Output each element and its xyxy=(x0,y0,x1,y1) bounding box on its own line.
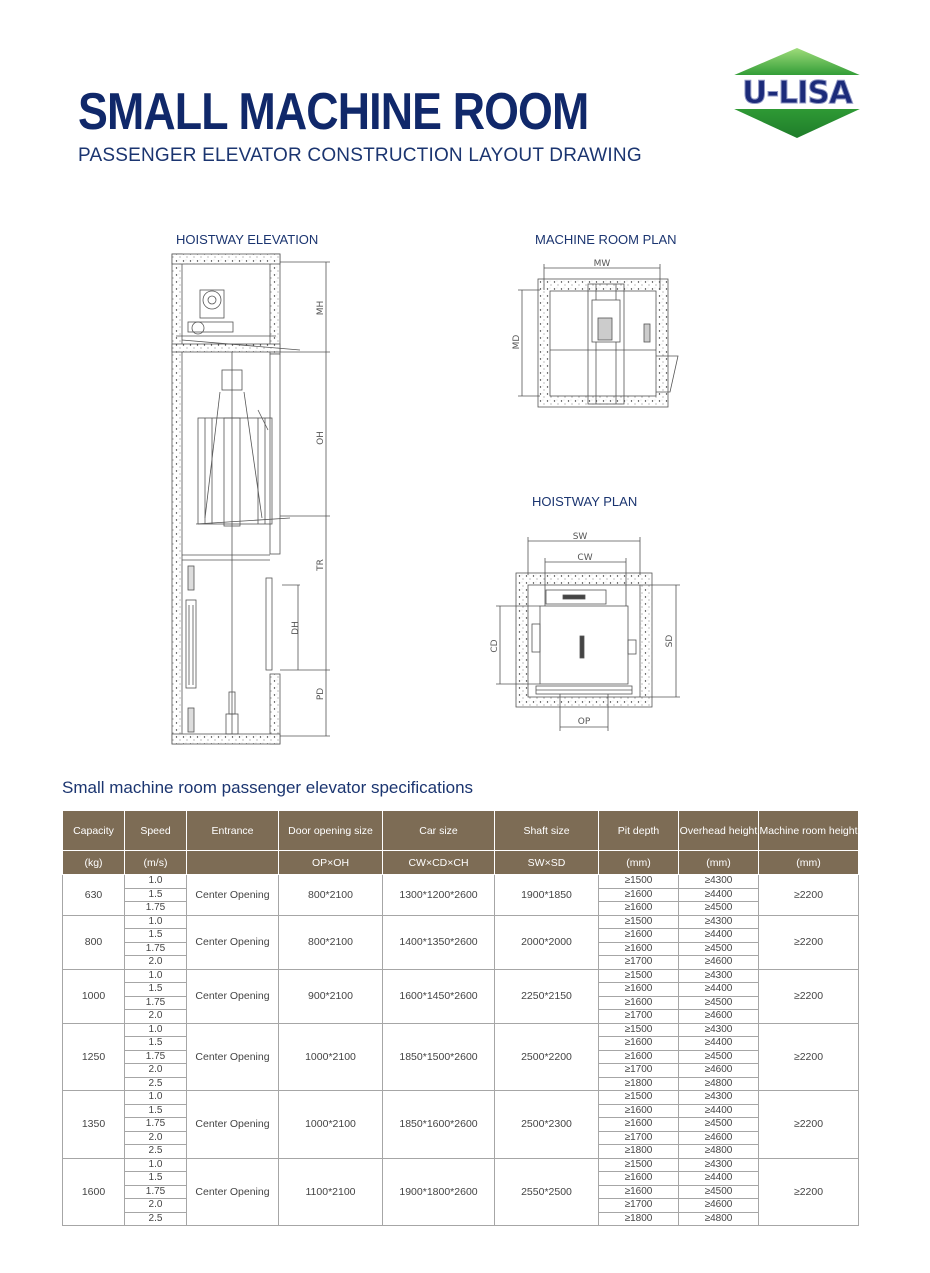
u-lisa-logo xyxy=(726,46,868,140)
machine-room-height-cell: ≥2200 xyxy=(759,1023,859,1091)
hoistway-plan-drawing xyxy=(485,526,685,736)
speed-cell: 2.0 xyxy=(125,956,187,970)
mw-label: MW xyxy=(593,259,611,269)
speed-cell: 1.0 xyxy=(125,969,187,983)
unit-machine-room-height: (mm) xyxy=(759,851,859,875)
car-size-cell: 1600*1450*2600 xyxy=(383,969,495,1023)
overhead-height-cell: ≥4500 xyxy=(679,1118,759,1132)
entrance-cell: Center Opening xyxy=(187,1091,279,1159)
tr-label: TR xyxy=(316,559,326,571)
pit-depth-cell: ≥1700 xyxy=(599,1199,679,1213)
pit-depth-cell: ≥1600 xyxy=(599,929,679,943)
table-row xyxy=(63,875,859,889)
pit-depth-cell: ≥1600 xyxy=(599,983,679,997)
table-row xyxy=(63,969,859,983)
speed-cell: 1.0 xyxy=(125,915,187,929)
door-size-cell: 1100*2100 xyxy=(279,1158,383,1226)
speed-cell: 1.5 xyxy=(125,888,187,902)
pit-depth-cell: ≥1800 xyxy=(599,1145,679,1159)
pit-depth-cell: ≥1600 xyxy=(599,1172,679,1186)
car-size-cell: 1850*1600*2600 xyxy=(383,1091,495,1159)
overhead-height-cell: ≥4500 xyxy=(679,1185,759,1199)
speed-cell: 1.0 xyxy=(125,1091,187,1105)
overhead-height-cell: ≥4600 xyxy=(679,1064,759,1078)
oh-label: OH xyxy=(316,431,326,445)
op-label: OP xyxy=(577,717,591,727)
speed-cell: 2.5 xyxy=(125,1077,187,1091)
header-door-opening: Door opening size xyxy=(279,811,383,851)
pit-depth-cell: ≥1600 xyxy=(599,1118,679,1132)
speed-cell: 1.0 xyxy=(125,1023,187,1037)
table-row xyxy=(63,1023,859,1037)
entrance-cell: Center Opening xyxy=(187,969,279,1023)
cd-label: CD xyxy=(490,639,500,653)
pit-depth-cell: ≥1800 xyxy=(599,1077,679,1091)
overhead-height-cell: ≥4300 xyxy=(679,1023,759,1037)
overhead-height-cell: ≥4600 xyxy=(679,1199,759,1213)
capacity-cell: 630 xyxy=(63,875,125,916)
overhead-height-cell: ≥4800 xyxy=(679,1145,759,1159)
hoistway-plan-title: HOISTWAY PLAN xyxy=(532,494,638,509)
entrance-cell: Center Opening xyxy=(187,1158,279,1226)
speed-cell: 2.0 xyxy=(125,1064,187,1078)
speed-cell: 1.75 xyxy=(125,942,187,956)
capacity-cell: 1000 xyxy=(63,969,125,1023)
table-row xyxy=(63,1158,859,1172)
page-subtitle: PASSENGER ELEVATOR CONSTRUCTION LAYOUT DRAWING xyxy=(78,145,642,166)
overhead-height-cell: ≥4300 xyxy=(679,1158,759,1172)
unit-entrance xyxy=(187,851,279,875)
shaft-size-cell: 2550*2500 xyxy=(495,1158,599,1226)
header-overhead-height: Overhead height xyxy=(679,811,759,851)
overhead-height-cell: ≥4600 xyxy=(679,1131,759,1145)
door-size-cell: 800*2100 xyxy=(279,915,383,969)
spec-table xyxy=(62,810,859,1226)
hoistway-elevation-drawing xyxy=(150,248,350,750)
speed-cell: 1.0 xyxy=(125,875,187,889)
pit-depth-cell: ≥1500 xyxy=(599,875,679,889)
pit-depth-cell: ≥1500 xyxy=(599,1023,679,1037)
overhead-height-cell: ≥4400 xyxy=(679,929,759,943)
table-row xyxy=(63,915,859,929)
overhead-height-cell: ≥4500 xyxy=(679,1050,759,1064)
overhead-height-cell: ≥4300 xyxy=(679,969,759,983)
logo-wordmark: U-LISA xyxy=(742,75,852,111)
overhead-height-cell: ≥4400 xyxy=(679,983,759,997)
entrance-cell: Center Opening xyxy=(187,915,279,969)
shaft-size-cell: 1900*1850 xyxy=(495,875,599,916)
capacity-cell: 800 xyxy=(63,915,125,969)
overhead-height-cell: ≥4500 xyxy=(679,902,759,916)
header-shaft-size: Shaft size xyxy=(495,811,599,851)
entrance-cell: Center Opening xyxy=(187,1023,279,1091)
shaft-size-cell: 2500*2200 xyxy=(495,1023,599,1091)
pit-depth-cell: ≥1600 xyxy=(599,902,679,916)
machine-room-title: MACHINE ROOM PLAN xyxy=(535,232,677,247)
pit-depth-cell: ≥1600 xyxy=(599,1037,679,1051)
speed-cell: 1.75 xyxy=(125,1185,187,1199)
overhead-height-cell: ≥4400 xyxy=(679,1172,759,1186)
overhead-height-cell: ≥4600 xyxy=(679,1010,759,1024)
header-entrance: Entrance xyxy=(187,811,279,851)
overhead-height-cell: ≥4400 xyxy=(679,888,759,902)
overhead-height-cell: ≥4400 xyxy=(679,1104,759,1118)
overhead-height-cell: ≥4300 xyxy=(679,875,759,889)
machine-room-plan-drawing xyxy=(505,252,685,412)
pit-depth-cell: ≥1700 xyxy=(599,956,679,970)
unit-door-opening: OP×OH xyxy=(279,851,383,875)
pit-depth-cell: ≥1600 xyxy=(599,1050,679,1064)
md-label: MD xyxy=(512,334,522,350)
speed-cell: 1.75 xyxy=(125,902,187,916)
pit-depth-cell: ≥1600 xyxy=(599,996,679,1010)
unit-capacity: (kg) xyxy=(63,851,125,875)
spec-table-body xyxy=(63,875,859,1226)
speed-cell: 1.5 xyxy=(125,929,187,943)
overhead-height-cell: ≥4800 xyxy=(679,1212,759,1226)
door-size-cell: 800*2100 xyxy=(279,875,383,916)
unit-shaft-size: SW×SD xyxy=(495,851,599,875)
speed-cell: 2.0 xyxy=(125,1131,187,1145)
pit-depth-cell: ≥1700 xyxy=(599,1064,679,1078)
sd-label: SD xyxy=(665,634,675,648)
unit-car-size: CW×CD×CH xyxy=(383,851,495,875)
overhead-height-cell: ≥4400 xyxy=(679,1037,759,1051)
header-machine-room-height: Machine room height xyxy=(759,811,859,851)
spec-table-title: Small machine room passenger elevator specifications xyxy=(62,778,474,797)
pit-depth-cell: ≥1600 xyxy=(599,888,679,902)
car-size-cell: 1400*1350*2600 xyxy=(383,915,495,969)
pit-depth-cell: ≥1800 xyxy=(599,1212,679,1226)
speed-cell: 1.75 xyxy=(125,996,187,1010)
unit-speed: (m/s) xyxy=(125,851,187,875)
table-row xyxy=(63,1091,859,1105)
header-car-size: Car size xyxy=(383,811,495,851)
speed-cell: 1.5 xyxy=(125,1172,187,1186)
unit-overhead-height: (mm) xyxy=(679,851,759,875)
shaft-size-cell: 2250*2150 xyxy=(495,969,599,1023)
dh-label: DH xyxy=(291,621,301,635)
pit-depth-cell: ≥1500 xyxy=(599,1091,679,1105)
machine-room-height-cell: ≥2200 xyxy=(759,915,859,969)
overhead-height-cell: ≥4300 xyxy=(679,1091,759,1105)
speed-cell: 2.0 xyxy=(125,1010,187,1024)
capacity-cell: 1250 xyxy=(63,1023,125,1091)
cw-label: CW xyxy=(577,553,593,563)
mh-label: MH xyxy=(316,300,326,316)
speed-cell: 1.5 xyxy=(125,1037,187,1051)
speed-cell: 1.75 xyxy=(125,1118,187,1132)
capacity-cell: 1600 xyxy=(63,1158,125,1226)
pit-depth-cell: ≥1500 xyxy=(599,1158,679,1172)
overhead-height-cell: ≥4600 xyxy=(679,956,759,970)
overhead-height-cell: ≥4500 xyxy=(679,942,759,956)
machine-room-height-cell: ≥2200 xyxy=(759,1158,859,1226)
pit-depth-cell: ≥1600 xyxy=(599,1104,679,1118)
pit-depth-cell: ≥1600 xyxy=(599,942,679,956)
capacity-cell: 1350 xyxy=(63,1091,125,1159)
car-size-cell: 1850*1500*2600 xyxy=(383,1023,495,1091)
machine-room-height-cell: ≥2200 xyxy=(759,875,859,916)
entrance-cell: Center Opening xyxy=(187,875,279,916)
header-capacity: Capacity xyxy=(63,811,125,851)
car-size-cell: 1300*1200*2600 xyxy=(383,875,495,916)
shaft-size-cell: 2000*2000 xyxy=(495,915,599,969)
pd-label: PD xyxy=(316,687,326,701)
pit-depth-cell: ≥1700 xyxy=(599,1010,679,1024)
overhead-height-cell: ≥4800 xyxy=(679,1077,759,1091)
header-pit-depth: Pit depth xyxy=(599,811,679,851)
door-size-cell: 1000*2100 xyxy=(279,1023,383,1091)
speed-cell: 2.0 xyxy=(125,1199,187,1213)
door-size-cell: 1000*2100 xyxy=(279,1091,383,1159)
page-title: SMALL MACHINE ROOM xyxy=(78,83,589,141)
unit-pit-depth: (mm) xyxy=(599,851,679,875)
pit-depth-cell: ≥1500 xyxy=(599,969,679,983)
overhead-height-cell: ≥4500 xyxy=(679,996,759,1010)
speed-cell: 2.5 xyxy=(125,1212,187,1226)
elevation-title: HOISTWAY ELEVATION xyxy=(176,232,319,247)
speed-cell: 1.5 xyxy=(125,983,187,997)
car-size-cell: 1900*1800*2600 xyxy=(383,1158,495,1226)
machine-room-height-cell: ≥2200 xyxy=(759,1091,859,1159)
speed-cell: 1.0 xyxy=(125,1158,187,1172)
pit-depth-cell: ≥1700 xyxy=(599,1131,679,1145)
speed-cell: 1.5 xyxy=(125,1104,187,1118)
door-size-cell: 900*2100 xyxy=(279,969,383,1023)
header-speed: Speed xyxy=(125,811,187,851)
pit-depth-cell: ≥1600 xyxy=(599,1185,679,1199)
machine-room-height-cell: ≥2200 xyxy=(759,969,859,1023)
pit-depth-cell: ≥1500 xyxy=(599,915,679,929)
overhead-height-cell: ≥4300 xyxy=(679,915,759,929)
speed-cell: 2.5 xyxy=(125,1145,187,1159)
speed-cell: 1.75 xyxy=(125,1050,187,1064)
sw-label: SW xyxy=(572,532,588,542)
shaft-size-cell: 2500*2300 xyxy=(495,1091,599,1159)
